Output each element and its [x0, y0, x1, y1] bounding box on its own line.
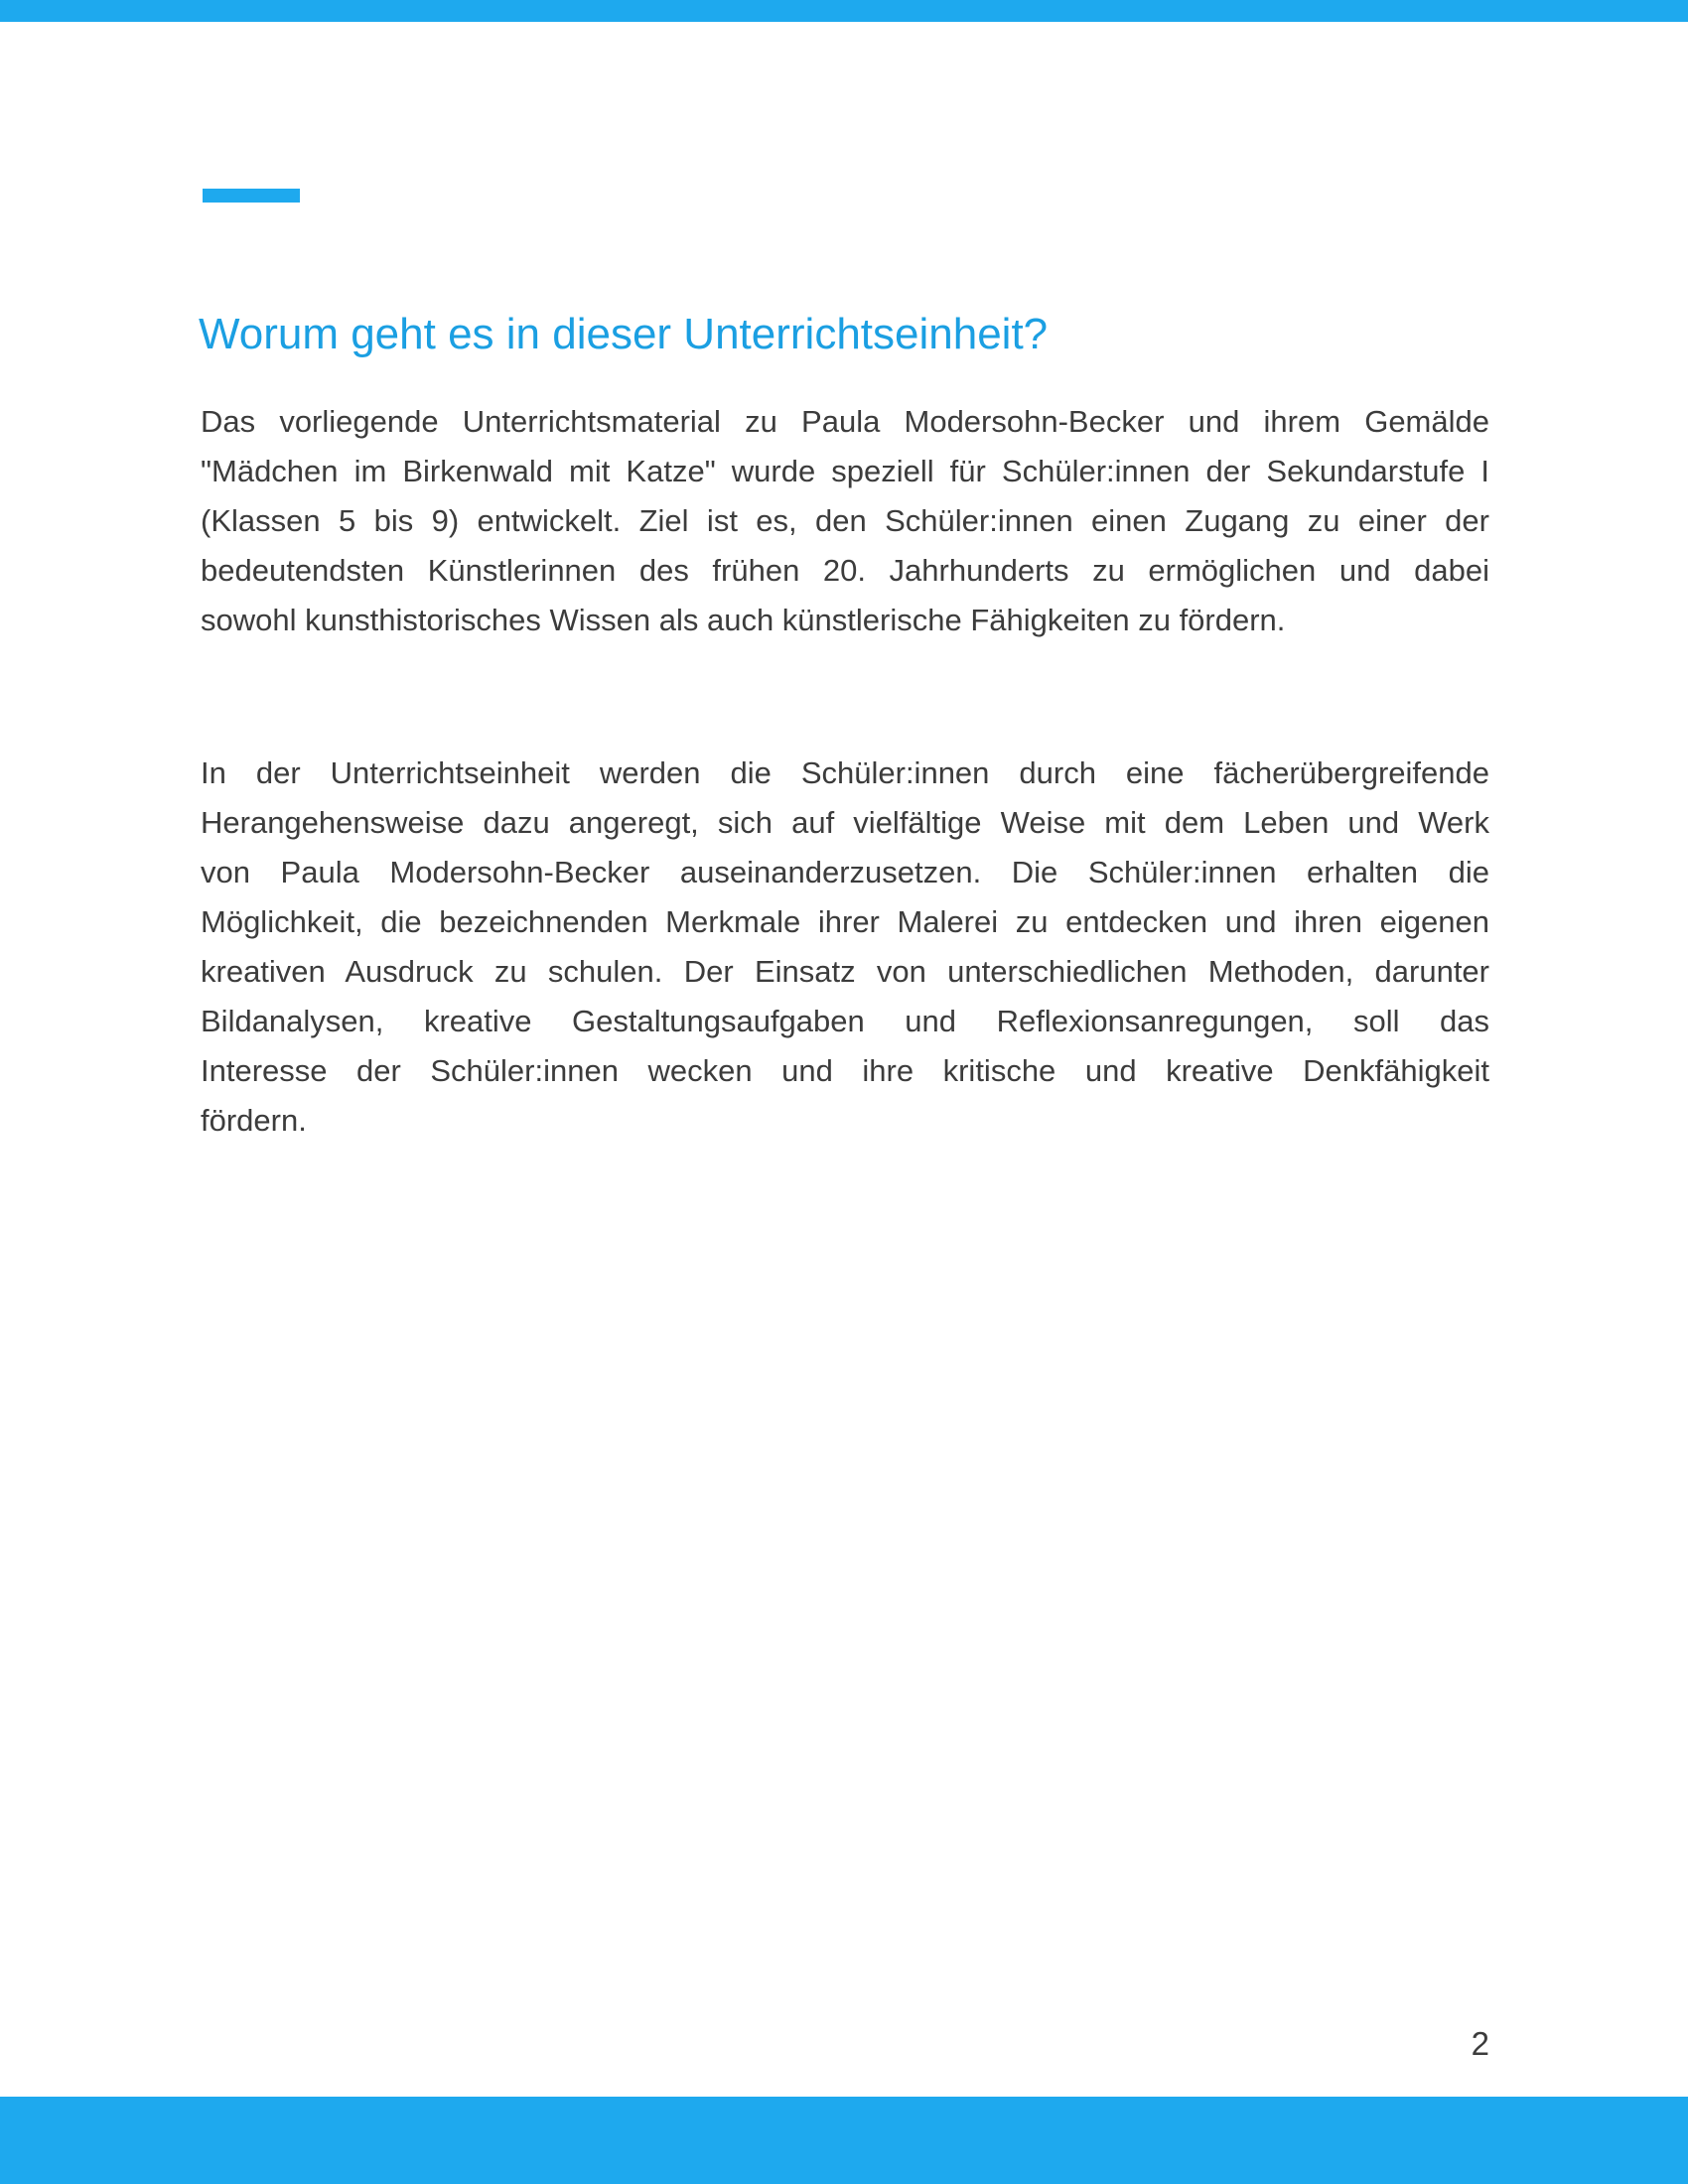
top-accent-bar: [0, 0, 1688, 22]
intro-paragraph: [201, 397, 1489, 645]
heading-marker: [203, 189, 300, 203]
text-line: "Mädchen im Birkenwald mit Katze" wurde speziell für Schüler:innen der Sekundarstufe I: [201, 454, 1489, 488]
text-line: bedeutendsten Künstlerinnen des frühen 20. Jahrhunderts zu ermöglichen und dabei: [201, 553, 1489, 588]
text-line: Bildanalysen, kreative Gestaltungsaufgaben und Reflexionsanregungen, soll das: [201, 1004, 1489, 1038]
page-number: 2: [1471, 2025, 1489, 2062]
text-line: Das vorliegende Unterrichtsmaterial zu Paula Modersohn-Becker und ihrem Gemälde: [201, 404, 1489, 439]
text-line: Herangehensweise dazu angeregt, sich auf vielfältige Weise mit dem Leben und Werk: [201, 805, 1489, 840]
bottom-accent-bar: [0, 2097, 1688, 2184]
text-line: von Paula Modersohn-Becker auseinanderzusetzen. Die Schüler:innen erhalten die: [201, 855, 1489, 889]
text-line: Möglichkeit, die bezeichnenden Merkmale ihrer Malerei zu entdecken und ihren eigenen: [201, 904, 1489, 939]
text-line: kreativen Ausdruck zu schulen. Der Einsatz von unterschiedlichen Methoden, darunter: [201, 954, 1489, 989]
text-line: fördern.: [201, 1103, 307, 1138]
text-line: sowohl kunsthistorisches Wissen als auch künstlerische Fähigkeiten zu fördern.: [201, 603, 1286, 637]
page-title: Worum geht es in dieser Unterrichtseinheit?: [199, 310, 1049, 358]
detail-paragraph: [201, 749, 1489, 1146]
text-line: (Klassen 5 bis 9) entwickelt. Ziel ist es, den Schüler:innen einen Zugang zu einer der: [201, 503, 1489, 538]
text-line: Interesse der Schüler:innen wecken und ihre kritische und kreative Denkfähigkeit: [201, 1053, 1489, 1088]
text-line: In der Unterrichtseinheit werden die Schüler:innen durch eine fächerübergreifende: [201, 755, 1489, 790]
